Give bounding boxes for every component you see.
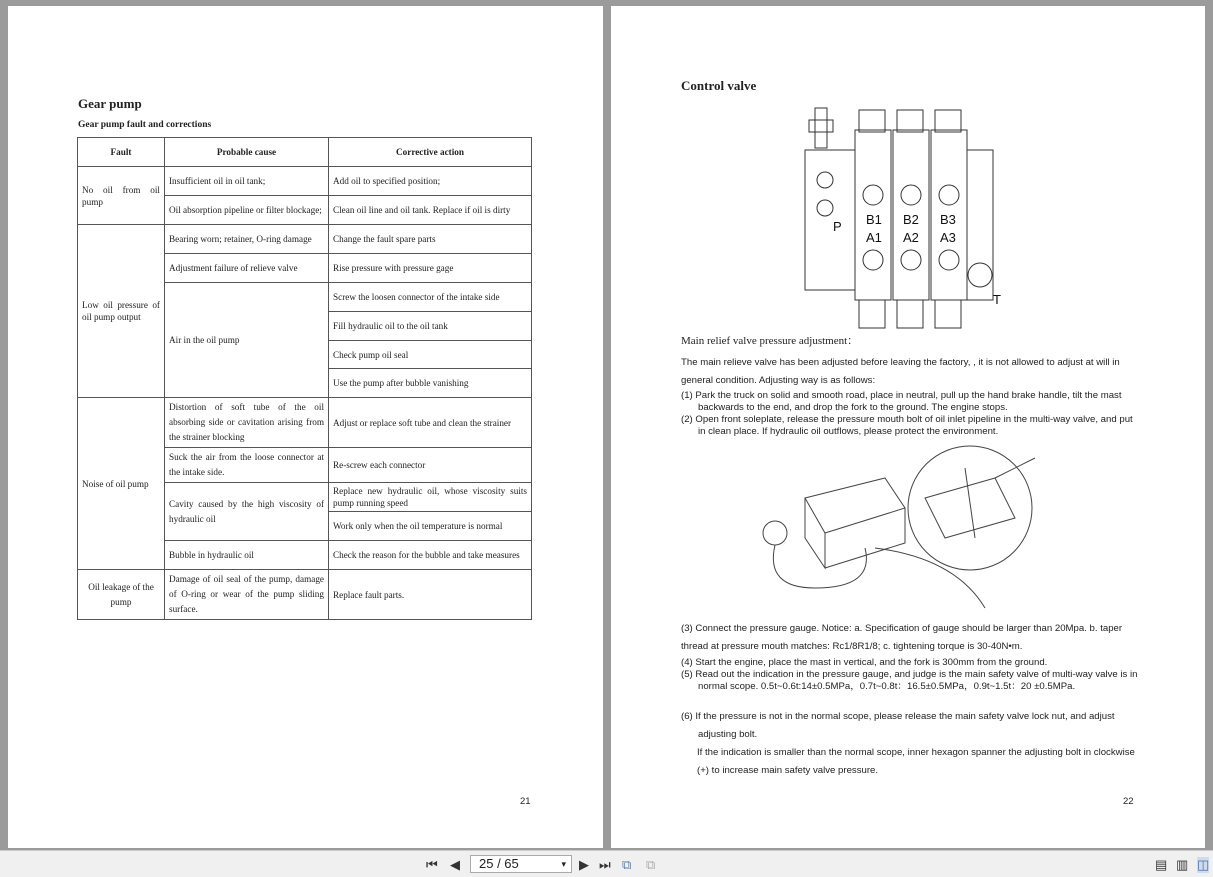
previous-page-icon[interactable]: ◀ bbox=[450, 857, 460, 872]
action-cell: Work only when the oil temperature is normal bbox=[329, 512, 532, 541]
cause-cell: Damage of oil seal of the pump, damage of O-ring or wear of the pump sliding surface. bbox=[165, 570, 329, 620]
action-cell: Re-screw each connector bbox=[329, 448, 532, 483]
header-cause: Probable cause bbox=[165, 138, 329, 167]
action-cell: Replace new hydraulic oil, whose viscosity suits pump running speed bbox=[329, 483, 532, 512]
dropdown-icon[interactable]: ▾ bbox=[561, 859, 566, 869]
intro-paragraph: The main relieve valve has been adjusted before leaving the factory, , it is not allowed to adjust at will in general condition. Adjusting way is as follows: bbox=[681, 357, 1120, 386]
cause-cell: Cavity caused by the high viscosity of hydraulic oil bbox=[165, 483, 329, 541]
cause-cell: Bubble in hydraulic oil bbox=[165, 541, 329, 570]
first-page-icon[interactable]: ⏮ bbox=[426, 857, 438, 872]
table-row bbox=[78, 398, 532, 448]
page-21 bbox=[8, 6, 603, 848]
fault-table bbox=[77, 137, 532, 620]
fault-cell: No oil from oil pump bbox=[78, 167, 165, 225]
single-page-view-icon[interactable]: ▤ bbox=[1155, 857, 1168, 872]
header-action: Corrective action bbox=[329, 138, 532, 167]
viewer-toolbar bbox=[0, 850, 1213, 877]
table-row bbox=[78, 167, 532, 196]
action-cell: Adjust or replace soft tube and clean the strainer bbox=[329, 398, 532, 448]
port-label-t: T bbox=[993, 292, 1001, 307]
table-caption: Gear pump fault and corrections bbox=[78, 120, 212, 130]
control-valve-diagram bbox=[795, 100, 1005, 330]
page-number: 22 bbox=[1123, 796, 1134, 807]
cause-cell: Oil absorption pipeline or filter blockage; bbox=[165, 196, 329, 225]
cause-cell: Adjustment failure of relieve valve bbox=[165, 254, 329, 283]
port-label-a1: A1 bbox=[866, 230, 882, 245]
fault-cell: Low oil pressure of oil pump output bbox=[78, 225, 165, 398]
page-number-input[interactable] bbox=[470, 855, 572, 873]
fit-page-icon[interactable]: ⧉ bbox=[622, 857, 632, 872]
page-number: 21 bbox=[520, 796, 531, 807]
step-5: (5) Read out the indication in the pressure gauge, and judge is the main safety valve of multi-way valve is in normal scope. 0.5t~0.6t:14±0.5MPa，0.7t~0.8t：16.5±0.5MPa，0.9t~1.5t：20 ±0.5MPa. bbox=[681, 669, 1138, 692]
action-cell: Replace fault parts. bbox=[329, 570, 532, 620]
action-cell: Check pump oil seal bbox=[329, 341, 532, 369]
section-title: Control valve bbox=[681, 78, 757, 93]
step-2: (2) Open front soleplate, release the pressure mouth bolt of oil inlet pipeline in the multi-way valve, and put in clean place. If hydraulic oil outflows, please protect the environment. bbox=[681, 414, 1133, 437]
port-label-b1: B1 bbox=[866, 212, 882, 227]
section-title: Gear pump bbox=[78, 96, 142, 111]
action-cell: Screw the loosen connector of the intake side bbox=[329, 283, 532, 312]
cause-cell: Insufficient oil in oil tank; bbox=[165, 167, 329, 196]
port-label-a2: A2 bbox=[903, 230, 919, 245]
action-cell: Add oil to specified position; bbox=[329, 167, 532, 196]
step-1: (1) Park the truck on solid and smooth road, place in neutral, pull up the hand brake handle, tilt the mast backwards to the end, and drop the fork to the ground. The engine stops. bbox=[681, 390, 1122, 413]
pressure-gauge-illustration bbox=[735, 438, 1040, 618]
step-4: (4) Start the engine, place the mast in vertical, and the fork is 300mm from the ground. bbox=[681, 657, 1048, 668]
last-page-icon[interactable]: ⏭ bbox=[599, 857, 611, 872]
port-label-b3: B3 bbox=[940, 212, 956, 227]
action-cell: Change the fault spare parts bbox=[329, 225, 532, 254]
cause-cell: Bearing worn; retainer, O-ring damage bbox=[165, 225, 329, 254]
cause-cell: Distortion of soft tube of the oil absorbing side or cavitation arising from the strainer blocking bbox=[165, 398, 329, 448]
action-cell: Use the pump after bubble vanishing bbox=[329, 369, 532, 398]
page-indicator: 25 / 65 bbox=[479, 856, 519, 871]
action-cell: Check the reason for the bubble and take measures bbox=[329, 541, 532, 570]
two-page-view-icon[interactable]: ◫ bbox=[1197, 857, 1210, 872]
fit-width-icon[interactable]: ⧉ bbox=[646, 857, 656, 872]
table-row bbox=[78, 570, 532, 620]
port-label-b2: B2 bbox=[903, 212, 919, 227]
step-3: (3) Connect the pressure gauge. Notice: a. Specification of gauge should be larger than 20Mpa. b. taper thread at pressure mouth matches: Rc1/8R1/8; c. tightening torque is 30-40N•m. bbox=[681, 623, 1123, 652]
header-fault: Fault bbox=[78, 138, 165, 167]
next-page-icon[interactable]: ▶ bbox=[579, 857, 589, 872]
cause-cell: Air in the oil pump bbox=[165, 283, 329, 398]
step-6-note: If the indication is smaller than the normal scope, inner hexagon spanner the adjusting bolt in clockwise (+) to increase main safety valve pressure. bbox=[697, 747, 1135, 776]
table-header-row bbox=[78, 138, 532, 167]
table-row bbox=[78, 225, 532, 254]
continuous-view-icon[interactable]: ▥ bbox=[1176, 857, 1189, 872]
page-22 bbox=[611, 6, 1205, 848]
action-cell: Clean oil line and oil tank. Replace if oil is dirty bbox=[329, 196, 532, 225]
step-6: (6) If the pressure is not in the normal scope, please release the main safety valve lock nut, and adjust adjusting bolt. bbox=[681, 711, 1115, 740]
action-cell: Fill hydraulic oil to the oil tank bbox=[329, 312, 532, 341]
fault-cell: Oil leakage of the pump bbox=[78, 570, 165, 620]
port-label-a3: A3 bbox=[940, 230, 956, 245]
subsection-title: Main relief valve pressure adjustment： bbox=[681, 335, 859, 347]
fault-cell: Noise of oil pump bbox=[78, 398, 165, 570]
action-cell: Rise pressure with pressure gage bbox=[329, 254, 532, 283]
cause-cell: Suck the air from the loose connector at the intake side. bbox=[165, 448, 329, 483]
port-label-p: P bbox=[833, 219, 842, 234]
